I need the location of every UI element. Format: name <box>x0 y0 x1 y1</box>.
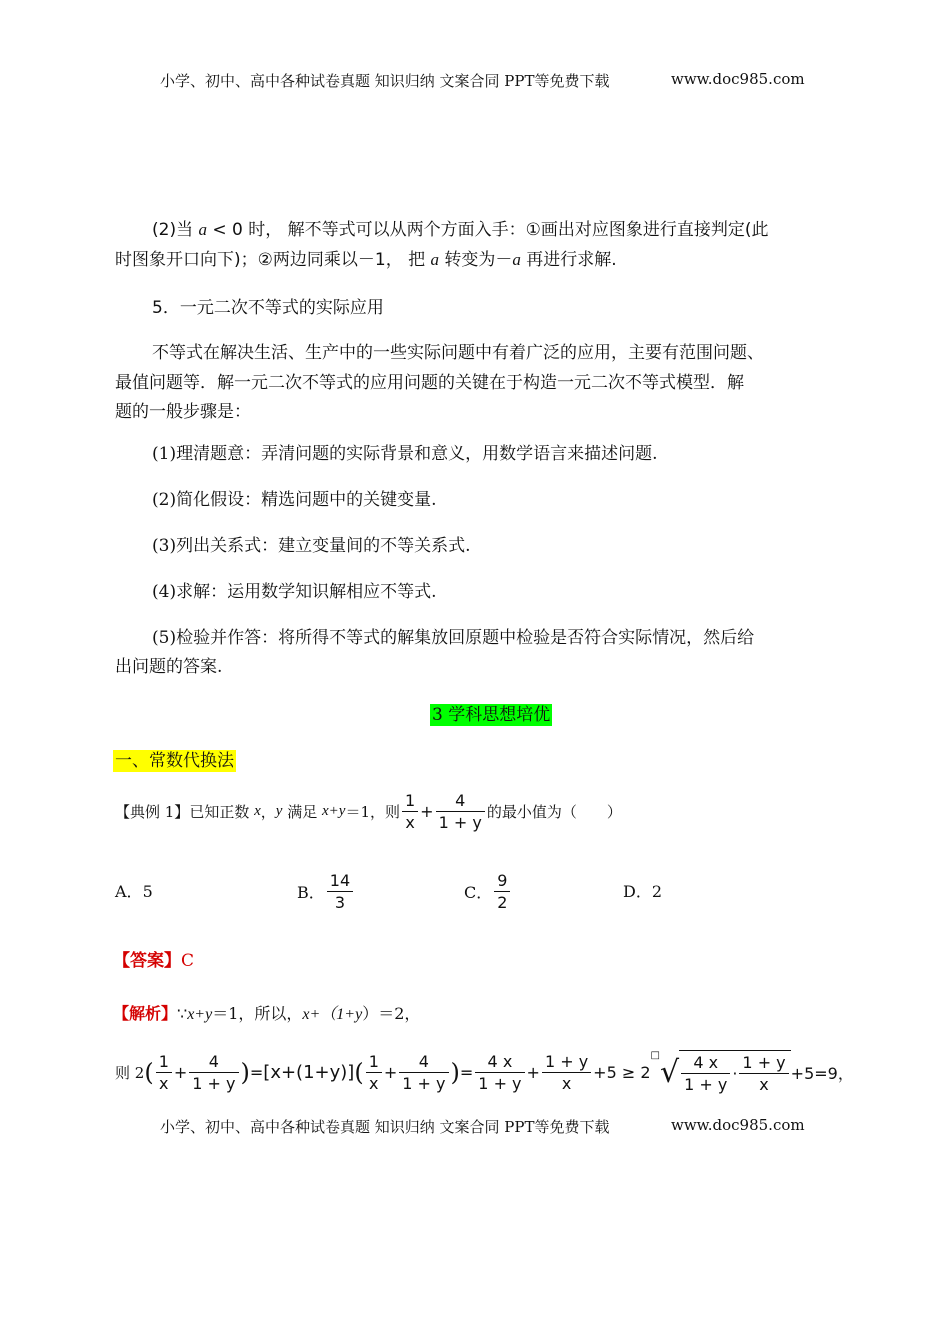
header-url: www.doc985.com <box>671 70 805 88</box>
para-2-line2: 时图象开口向下)；②两边同乘以－1， 把 a 转变为－a 再进行求解. <box>115 250 617 270</box>
step-2: (2)简化假设：精选问题中的关键变量. <box>152 490 437 510</box>
option-d: D．2 <box>623 882 663 901</box>
answer: 【答案】C <box>113 951 195 971</box>
option-b: B． $\frac{14}{3}$ <box>297 870 355 913</box>
step-1: (1)理清题意：弄清问题的实际背景和意义，用数学语言来描述问题. <box>152 444 658 464</box>
square-root: √ $\frac{4 x}{1 + y}$ · $\frac{1 + y}{x}$ <box>660 1050 791 1095</box>
example-label: 【典例 1】 <box>115 803 190 821</box>
option-a: A．5 <box>115 882 153 901</box>
analysis: 【解析】∵x+y＝1，所以，x+（1+y）＝2， <box>113 1004 421 1023</box>
intro-line-3: 题的一般步骤是： <box>115 402 251 422</box>
header-text: 小学、初中、高中各种试卷真题 知识归纳 文案合同 PPT等免费下载 <box>160 72 610 90</box>
fraction: $\frac{4}{1 + y}$ <box>436 790 485 833</box>
footer-text: 小学、初中、高中各种试卷真题 知识归纳 文案合同 PPT等免费下载 <box>160 1118 610 1136</box>
example-1: 【典例 1】已知正数 x，y 满足 x+y＝1，则 $\frac{1}{x}$ + $\frac{4}{1 + y}$ 的最小值为（ ） <box>115 791 622 832</box>
intro-line-2: 最值问题等．解一元二次不等式的应用问题的关键在于构造一元二次不等式模型．解 <box>115 373 744 393</box>
step-3: (3)列出关系式：建立变量间的不等关系式. <box>152 536 471 556</box>
para-2-line1: (2)当 a < 0 时， 解不等式可以从两个方面入手：①画出对应图象进行直接判定(此 <box>152 220 769 240</box>
solution-formula: 则 2( $\frac{1}{x}$ + $\frac{4}{1 + y}$ )=[x+(1+y)]( $\frac{1}{x}$ + $\frac{4}{1 + y}$ )= $\frac{4 x}{1 + y}$ + $\frac{1 + y}{x}$ +5 ≥ 2□√ $\frac{4 x}{1 + y}$ · $\frac{1 + y}{x}$ +5=9， <box>115 1050 854 1094</box>
section-banner-green: 3 学科思想培优 <box>432 705 551 725</box>
step-4: (4)求解：运用数学知识解相应不等式. <box>152 582 437 602</box>
intro-line-1: 不等式在解决生活、生产中的一些实际问题中有着广泛的应用，主要有范围问题、 <box>152 343 764 363</box>
fraction: $\frac{1}{x}$ <box>402 790 418 833</box>
option-c: C． $\frac{9}{2}$ <box>464 870 512 913</box>
section-banner-yellow: 一、常数代换法 <box>115 751 234 771</box>
step-5-line2: 出问题的答案. <box>115 657 223 677</box>
section-5-title: 5．一元二次不等式的实际应用 <box>152 298 384 318</box>
footer-url: www.doc985.com <box>671 1116 805 1134</box>
step-5-line1: (5)检验并作答：将所得不等式的解集放回原题中检验是否符合实际情况，然后给 <box>152 628 755 648</box>
